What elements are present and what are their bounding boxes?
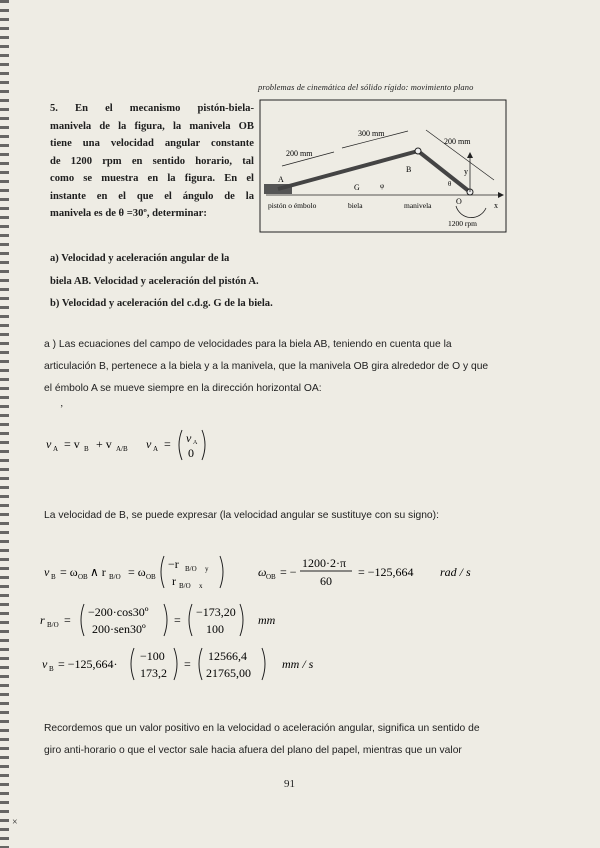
problem-line: tiene una velocidad angular constante: [50, 138, 254, 150]
label-o: O: [456, 197, 462, 206]
svg-text:mm / s: mm / s: [282, 657, 314, 671]
item-a-line1: a) Velocidad y aceleración angular de la: [50, 253, 230, 264]
paragraph-line: Recordemos que un valor positivo en la velocidad o aceleración angular, significa un sentido de: [44, 723, 480, 734]
caption-rpm: 1200 rpm: [448, 219, 477, 228]
svg-text:1200·2·π: 1200·2·π: [302, 556, 347, 570]
equation-4: [42, 642, 342, 686]
equation-3: [40, 598, 340, 642]
svg-text:A: A: [153, 445, 159, 453]
problem-line: como se muestra en la figura. En el: [50, 173, 254, 185]
svg-text:173,2: 173,2: [140, 666, 167, 680]
dim-200-left: 200 mm: [286, 149, 313, 158]
crank-arm: [418, 151, 470, 192]
paragraph-line: articulación B, pertenece a la biela y a la manivela, que la manivela OB gira alrededor de O y que: [44, 361, 489, 372]
label-a: A: [278, 175, 284, 184]
svg-text:ω: ω: [258, 565, 267, 579]
svg-text:B/O: B/O: [109, 573, 121, 581]
svg-text:−r: −r: [168, 557, 179, 571]
label-phi: φ: [380, 182, 385, 190]
svg-text:=: =: [64, 613, 71, 627]
y-axis-arrow: [467, 152, 473, 158]
solution-paragraph-1: [44, 334, 514, 400]
label-b: B: [406, 165, 412, 174]
svg-text:y: y: [205, 565, 209, 573]
paragraph-line: a ) Las ecuaciones del campo de velocidades para la biela AB, teniendo en cuenta que la: [44, 339, 452, 350]
rotation-arc: [456, 206, 486, 218]
item-b: b) Velocidad y aceleración del c.d.g. G de la biela.: [50, 298, 273, 309]
label-g: G: [354, 183, 360, 192]
svg-text:rad / s: rad / s: [440, 565, 471, 579]
svg-text:r: r: [40, 613, 45, 627]
svg-text:A: A: [53, 445, 59, 453]
solution-paragraph-2: [44, 505, 514, 527]
svg-text:B/O: B/O: [185, 565, 197, 573]
equation-1: [46, 424, 246, 468]
paragraph-line: el émbolo A se mueve siempre en la dirección horizontal OA:: [44, 383, 322, 394]
svg-text:v: v: [44, 565, 50, 579]
svg-text:−200·cos30º: −200·cos30º: [88, 605, 149, 619]
figure-frame: [260, 100, 506, 232]
svg-text:A: A: [193, 440, 198, 446]
svg-text:OB: OB: [78, 573, 88, 581]
x-axis-arrow: [498, 192, 504, 198]
paragraph-line: giro anti-horario o que el vector sale hacia afuera del plano del papel, mientras que un valor: [44, 745, 462, 756]
svg-text:mm: mm: [258, 613, 276, 627]
corner-mark: ×: [12, 817, 18, 828]
svg-text:OB: OB: [146, 573, 156, 581]
paragraph-line: La velocidad de B, se puede expresar (la velocidad angular se sustituye con su signo):: [44, 510, 439, 521]
svg-text:v: v: [186, 431, 192, 445]
svg-text:−173,20: −173,20: [196, 605, 236, 619]
svg-text:−100: −100: [140, 649, 165, 663]
svg-text:= −: = −: [280, 565, 297, 579]
svg-text:r: r: [172, 574, 176, 588]
svg-text:x: x: [199, 582, 203, 590]
running-head: problemas de cinemática del sólido rígido: movimiento plano: [258, 82, 474, 92]
svg-text:B: B: [49, 665, 54, 673]
svg-text:A/B: A/B: [116, 445, 128, 453]
svg-text:100: 100: [206, 622, 224, 636]
problem-line: manivela de la figura, la manivela OB: [50, 120, 254, 132]
svg-text:v: v: [42, 657, 48, 671]
problem-line: instante en el que el ángulo de la: [50, 190, 254, 202]
label-theta: θ: [448, 180, 452, 188]
caption-manivela: manivela: [404, 201, 432, 210]
caption-piston: pistón o émbolo: [268, 201, 317, 210]
svg-text:= −125,664: = −125,664: [358, 565, 414, 579]
mechanism-figure: [258, 96, 508, 236]
problem-line: de 1200 rpm en sentido horario, tal: [50, 155, 254, 167]
svg-text:0: 0: [188, 446, 194, 460]
joint-b: [415, 148, 421, 154]
svg-text:=: =: [164, 437, 171, 451]
svg-text:200·sen30º: 200·sen30º: [92, 622, 146, 636]
problem-statement: [50, 100, 254, 222]
dim-300: 300 mm: [358, 129, 385, 138]
spiral-binding: [0, 0, 9, 848]
svg-text:12566,4: 12566,4: [208, 649, 247, 663]
svg-text:v: v: [46, 437, 52, 451]
caption-biela: biela: [348, 201, 363, 210]
equation-2: [44, 550, 494, 594]
solution-paragraph-3: [44, 718, 524, 762]
svg-text:=: =: [174, 613, 181, 627]
svg-text:OB: OB: [266, 573, 276, 581]
svg-text:60: 60: [320, 574, 332, 588]
svg-text:= ω: = ω: [128, 565, 146, 579]
svg-text:21765,00: 21765,00: [206, 666, 251, 680]
problem-line: manivela es de θ =30º, determinar:: [50, 207, 207, 219]
svg-text:+ v: + v: [96, 437, 112, 451]
page-number: 91: [284, 778, 295, 790]
svg-text:∧ r: ∧ r: [90, 565, 106, 579]
svg-text:B/O: B/O: [179, 582, 191, 590]
item-a-line2: biela AB. Velocidad y aceleración del pistón A.: [50, 275, 259, 287]
label-y: y: [464, 167, 468, 176]
svg-text:=: =: [184, 657, 191, 671]
label-x: x: [494, 201, 498, 210]
svg-text:B: B: [51, 573, 56, 581]
svg-text:v: v: [146, 437, 152, 451]
svg-text:= ω: = ω: [60, 565, 78, 579]
svg-text:B/O: B/O: [47, 621, 59, 629]
problem-items: [50, 248, 350, 316]
dim-200-right: 200 mm: [444, 137, 471, 146]
svg-text:= v: = v: [64, 437, 80, 451]
svg-text:B: B: [84, 445, 89, 453]
problem-line: 5. En el mecanismo pistón-biela-: [50, 103, 254, 114]
stray-mark: ’: [60, 404, 64, 415]
svg-text:= −125,664·: = −125,664·: [58, 657, 118, 671]
